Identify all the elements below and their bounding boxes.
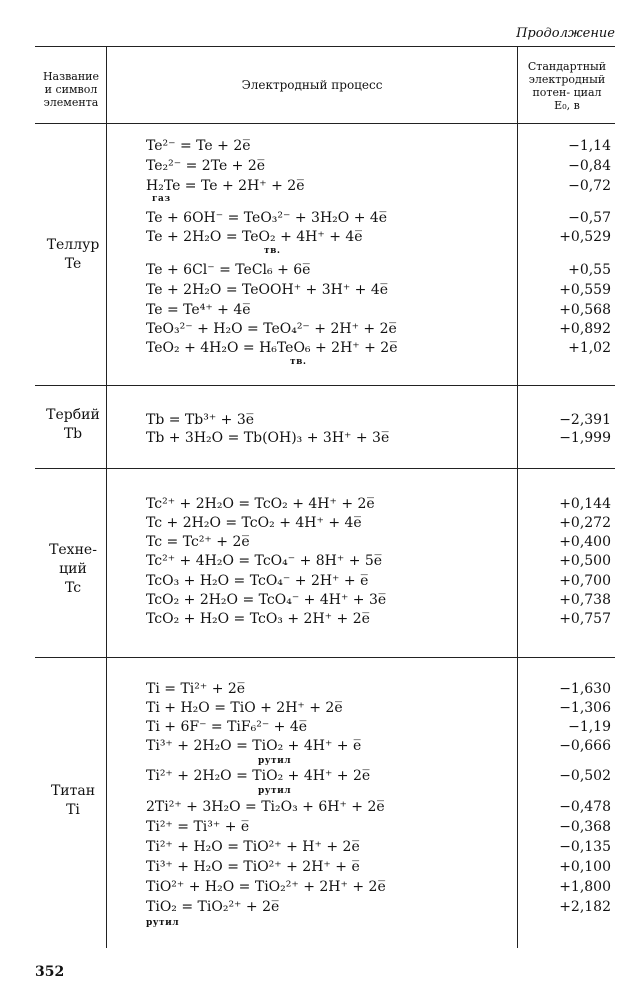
reaction-equation: Ti + H₂O = TiO + 2H⁺ + 2e̅ (146, 700, 343, 716)
reaction-equation: Tc²⁺ + 2H₂O = TcO₂ + 4H⁺ + 2e̅ (146, 496, 375, 512)
potential-value: −0,502 (559, 768, 611, 784)
reaction-equation: Tc + 2H₂O = TcO₂ + 4H⁺ + 4e̅ (146, 515, 362, 531)
table-top-rule (35, 46, 615, 47)
potential-value: −1,14 (568, 138, 611, 154)
reaction-equation: TcO₂ + H₂O = TcO₃ + 2H⁺ + 2e̅ (146, 611, 370, 627)
reaction-equation: TeO₂ + 4H₂O = H₆TeO₆ + 2H⁺ + 2e̅ (146, 340, 398, 356)
element-tellurium (38, 236, 108, 274)
element-name: Теллур (46, 237, 100, 253)
potential-value: +1,800 (559, 879, 611, 895)
potential-value: +0,559 (559, 282, 611, 298)
element-symbol: Ti (66, 802, 80, 818)
reaction-equation: Ti = Ti²⁺ + 2e̅ (146, 681, 246, 697)
reaction-equation: Ti²⁺ + 2H₂O = TiO₂ + 4H⁺ + 2e̅ (146, 768, 371, 784)
reaction-equation: Te + 6Cl⁻ = TeCl₆ + 6e̅ (146, 262, 311, 278)
potential-value: −1,630 (559, 681, 611, 697)
potential-value: −0,84 (568, 158, 611, 174)
group-divider (35, 385, 615, 386)
reaction-equation: H₂Te = Te + 2H⁺ + 2e̅ (146, 178, 305, 194)
potential-value: +1,02 (568, 340, 611, 356)
potential-value: −2,391 (559, 412, 611, 428)
reaction-equation: Tc²⁺ + 4H₂O = TcO₄⁻ + 8H⁺ + 5e̅ (146, 553, 383, 569)
header-bottom-rule (35, 123, 615, 124)
potential-value: −0,57 (568, 210, 611, 226)
element-terbium (38, 406, 108, 444)
potential-value: +0,272 (559, 515, 611, 531)
reaction-equation: Tb = Tb³⁺ + 3e̅ (146, 412, 255, 428)
potential-value: +0,500 (559, 553, 611, 569)
group-divider (35, 468, 615, 469)
potential-value: +0,892 (559, 321, 611, 337)
potential-value: +0,400 (559, 534, 611, 550)
reaction-equation: Ti³⁺ + 2H₂O = TiO₂ + 4H⁺ + e̅ (146, 738, 362, 754)
reaction-equation: Te²⁻ = Te + 2e̅ (146, 138, 251, 154)
element-titanium (38, 782, 108, 820)
potential-value: +0,700 (559, 573, 611, 589)
phase-note: газ (152, 194, 171, 204)
reaction-equation: Ti²⁺ + H₂O = TiO²⁺ + H⁺ + 2e̅ (146, 839, 360, 855)
reaction-equation: TiO²⁺ + H₂O = TiO₂²⁺ + 2H⁺ + 2e̅ (146, 879, 386, 895)
element-symbol: Tc (64, 580, 82, 596)
potential-value: +2,182 (559, 899, 611, 915)
reaction-equation: Ti + 6F⁻ = TiF₆²⁻ + 4e̅ (146, 719, 308, 735)
reaction-equation: Te = Te⁴⁺ + 4e̅ (146, 302, 251, 318)
potential-value: +0,738 (559, 592, 611, 608)
element-name: Титан (50, 783, 96, 799)
phase-note: рутил (258, 756, 292, 766)
potential-value: +0,55 (568, 262, 611, 278)
potential-value: −0,368 (559, 819, 611, 835)
header-element-column: Название и символ элемента (42, 70, 100, 109)
reaction-equation: TcO₂ + 2H₂O = TcO₄⁻ + 4H⁺ + 3e̅ (146, 592, 387, 608)
potential-value: +0,144 (559, 496, 611, 512)
reaction-equation: Ti³⁺ + H₂O = TiO²⁺ + 2H⁺ + e̅ (146, 859, 360, 875)
potential-value: +0,529 (559, 229, 611, 245)
potential-value: +0,757 (559, 611, 611, 627)
potential-value: −0,478 (559, 799, 611, 815)
element-symbol: Tb (63, 426, 83, 442)
reaction-equation: Tc = Tc²⁺ + 2e̅ (146, 534, 250, 550)
reaction-equation: TeO₃²⁻ + H₂O = TeO₄²⁻ + 2H⁺ + 2e̅ (146, 321, 397, 337)
header-potential-column: Стандартный электродный потен- циал E₀, в (527, 60, 607, 112)
potential-value: −0,666 (559, 738, 611, 754)
reaction-equation: Te + 2H₂O = TeOOH⁺ + 3H⁺ + 4e̅ (146, 282, 389, 298)
potential-value: −0,135 (559, 839, 611, 855)
potential-value: −1,999 (559, 430, 611, 446)
potential-value: −1,19 (568, 719, 611, 735)
phase-note: тв. (264, 246, 281, 256)
potential-value: −1,306 (559, 700, 611, 716)
reaction-equation: Te + 2H₂O = TeO₂ + 4H⁺ + 4e̅ (146, 229, 363, 245)
group-divider (35, 657, 615, 658)
element-technetium (40, 541, 106, 598)
phase-note: рутил (258, 786, 292, 796)
potential-value: +0,100 (559, 859, 611, 875)
reaction-equation: TcO₃ + H₂O = TcO₄⁻ + 2H⁺ + e̅ (146, 573, 369, 589)
header-process-column: Электродный процесс (241, 78, 383, 92)
reaction-equation: Tb + 3H₂O = Tb(OH)₃ + 3H⁺ + 3e̅ (146, 430, 390, 446)
element-name: Тербий (46, 407, 100, 423)
reaction-equation: Te₂²⁻ = 2Te + 2e̅ (146, 158, 266, 174)
reaction-equation: Te + 6OH⁻ = TeO₃²⁻ + 3H₂O + 4e̅ (146, 210, 388, 226)
potential-value: −0,72 (568, 178, 611, 194)
element-symbol: Te (64, 256, 82, 272)
reaction-equation: Ti²⁺ = Ti³⁺ + e̅ (146, 819, 250, 835)
reaction-equation: TiO₂ = TiO₂²⁺ + 2e̅ (146, 899, 280, 915)
column-divider-right (517, 46, 518, 948)
reaction-equation: 2Ti²⁺ + 3H₂O = Ti₂O₃ + 6H⁺ + 2e̅ (146, 799, 385, 815)
phase-note: тв. (290, 357, 307, 367)
continuation-label: Продолжение (516, 26, 615, 41)
potential-value: +0,568 (559, 302, 611, 318)
phase-note: рутил (146, 918, 180, 928)
page-number: 352 (35, 964, 65, 980)
element-name: Техне- ций (49, 542, 97, 577)
